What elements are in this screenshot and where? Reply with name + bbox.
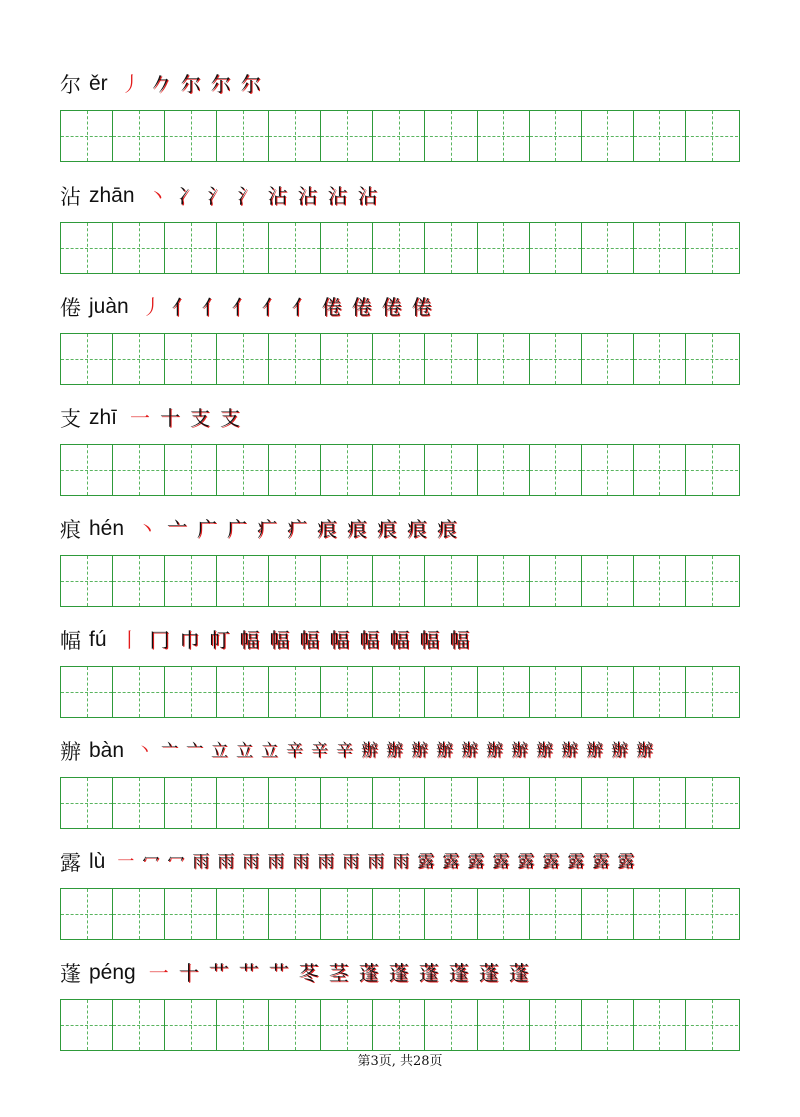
writing-cell[interactable] bbox=[321, 445, 373, 495]
writing-cell[interactable] bbox=[321, 1000, 373, 1050]
stroke-step: 痕 bbox=[407, 517, 428, 541]
target-character: 辦 bbox=[60, 740, 81, 764]
writing-grid bbox=[60, 555, 740, 607]
writing-cell[interactable] bbox=[269, 778, 321, 828]
writing-cell[interactable] bbox=[61, 667, 113, 717]
writing-cell[interactable] bbox=[321, 223, 373, 273]
row-heading bbox=[60, 731, 657, 771]
stroke-step: 倦 bbox=[351, 295, 372, 319]
writing-cell[interactable] bbox=[686, 223, 738, 273]
writing-cell[interactable] bbox=[113, 445, 165, 495]
stroke-step: 辛 bbox=[311, 740, 329, 761]
writing-cell[interactable] bbox=[321, 889, 373, 939]
writing-cell[interactable] bbox=[321, 667, 373, 717]
writing-cell[interactable] bbox=[582, 556, 634, 606]
stroke-step: 氵 bbox=[237, 184, 258, 208]
writing-cell[interactable] bbox=[61, 1000, 113, 1050]
row-heading bbox=[60, 64, 266, 104]
stroke-step: 痕 bbox=[317, 517, 338, 541]
target-character: 支 bbox=[60, 407, 81, 431]
target-character: 痕 bbox=[60, 518, 81, 542]
stroke-step: 丿 bbox=[141, 295, 162, 319]
writing-cell[interactable] bbox=[373, 556, 425, 606]
writing-cell[interactable] bbox=[269, 889, 321, 939]
writing-cell[interactable] bbox=[113, 1000, 165, 1050]
stroke-step: 辦 bbox=[361, 740, 379, 761]
stroke-step: 沾 bbox=[267, 184, 288, 208]
writing-cell[interactable] bbox=[530, 223, 582, 273]
writing-cell[interactable] bbox=[530, 667, 582, 717]
stroke-step: 辦 bbox=[486, 740, 504, 761]
stroke-step: 幅 bbox=[389, 628, 410, 652]
stroke-step: 蓬 bbox=[478, 961, 499, 985]
writing-cell[interactable] bbox=[321, 334, 373, 384]
writing-cell[interactable] bbox=[217, 556, 269, 606]
writing-cell[interactable] bbox=[113, 667, 165, 717]
stroke-step: 幅 bbox=[239, 628, 260, 652]
writing-cell[interactable] bbox=[686, 667, 738, 717]
stroke-step: 辦 bbox=[611, 740, 629, 761]
writing-cell[interactable] bbox=[321, 556, 373, 606]
writing-cell[interactable] bbox=[373, 667, 425, 717]
stroke-step: 亻 bbox=[291, 295, 312, 319]
row-heading bbox=[60, 176, 383, 216]
writing-cell[interactable] bbox=[582, 445, 634, 495]
stroke-step: 亠 bbox=[186, 740, 204, 761]
stroke-step: 亻 bbox=[171, 295, 192, 319]
stroke-step: 茎 bbox=[328, 961, 349, 985]
stroke-step: 广 bbox=[227, 517, 248, 541]
writing-cell[interactable] bbox=[269, 556, 321, 606]
stroke-step: 十 bbox=[160, 406, 181, 430]
writing-cell[interactable] bbox=[582, 111, 634, 161]
writing-cell[interactable] bbox=[634, 667, 686, 717]
row-heading bbox=[60, 287, 437, 327]
writing-cell[interactable] bbox=[530, 889, 582, 939]
writing-cell[interactable] bbox=[165, 667, 217, 717]
stroke-step: 露 bbox=[492, 851, 510, 872]
writing-grid bbox=[60, 222, 740, 274]
writing-cell[interactable] bbox=[530, 334, 582, 384]
stroke-step: 幅 bbox=[359, 628, 380, 652]
writing-cell[interactable] bbox=[113, 223, 165, 273]
stroke-step: 露 bbox=[542, 851, 560, 872]
stroke-step: 蓬 bbox=[388, 961, 409, 985]
writing-cell[interactable] bbox=[582, 889, 634, 939]
stroke-order-sequence bbox=[116, 74, 266, 94]
stroke-step: 十 bbox=[178, 961, 199, 985]
writing-grid bbox=[60, 333, 740, 385]
stroke-step: 尔 bbox=[180, 72, 201, 96]
writing-cell[interactable] bbox=[217, 1000, 269, 1050]
stroke-step: 露 bbox=[517, 851, 535, 872]
stroke-step: 丶 bbox=[147, 184, 168, 208]
writing-cell[interactable] bbox=[321, 111, 373, 161]
stroke-step: 露 bbox=[467, 851, 485, 872]
row-heading bbox=[60, 620, 475, 660]
stroke-step: 艹 bbox=[238, 961, 259, 985]
stroke-step: 蓬 bbox=[508, 961, 529, 985]
writing-cell[interactable] bbox=[634, 556, 686, 606]
stroke-step: 露 bbox=[567, 851, 585, 872]
pinyin-label: zhān bbox=[89, 184, 135, 207]
writing-cell[interactable] bbox=[478, 111, 530, 161]
writing-cell[interactable] bbox=[373, 445, 425, 495]
writing-cell[interactable] bbox=[686, 334, 738, 384]
target-character: 沾 bbox=[60, 185, 81, 209]
writing-cell[interactable] bbox=[269, 445, 321, 495]
target-character: 蓬 bbox=[60, 962, 81, 986]
writing-cell[interactable] bbox=[113, 889, 165, 939]
target-character: 露 bbox=[60, 851, 81, 875]
stroke-step: 𠂊 bbox=[150, 72, 171, 96]
stroke-step: 立 bbox=[261, 740, 279, 761]
stroke-step: 辦 bbox=[511, 740, 529, 761]
stroke-step: 丶 bbox=[137, 517, 158, 541]
writing-cell[interactable] bbox=[582, 223, 634, 273]
pinyin-label: juàn bbox=[89, 295, 129, 318]
stroke-step: 倦 bbox=[381, 295, 402, 319]
writing-cell[interactable] bbox=[165, 556, 217, 606]
writing-cell[interactable] bbox=[217, 223, 269, 273]
row-heading bbox=[60, 509, 462, 549]
writing-cell[interactable] bbox=[373, 1000, 425, 1050]
stroke-step: 立 bbox=[236, 740, 254, 761]
stroke-step: 辦 bbox=[386, 740, 404, 761]
stroke-step: 支 bbox=[190, 406, 211, 430]
stroke-step: 辦 bbox=[411, 740, 429, 761]
stroke-step: 巾 bbox=[179, 628, 200, 652]
writing-cell[interactable] bbox=[269, 223, 321, 273]
writing-cell[interactable] bbox=[425, 889, 477, 939]
stroke-step: 辦 bbox=[436, 740, 454, 761]
writing-cell[interactable] bbox=[686, 445, 738, 495]
writing-cell[interactable] bbox=[425, 223, 477, 273]
stroke-step: 露 bbox=[417, 851, 435, 872]
writing-cell[interactable] bbox=[634, 778, 686, 828]
writing-cell[interactable] bbox=[425, 445, 477, 495]
writing-cell[interactable] bbox=[530, 1000, 582, 1050]
row-heading bbox=[60, 398, 245, 438]
pinyin-label: fú bbox=[89, 628, 107, 651]
stroke-step: 丶 bbox=[136, 740, 154, 761]
stroke-step: 尔 bbox=[210, 72, 231, 96]
stroke-step: 辦 bbox=[636, 740, 654, 761]
stroke-step: 冂 bbox=[149, 628, 170, 652]
stroke-order-sequence bbox=[137, 297, 437, 317]
pinyin-label: péng bbox=[89, 961, 136, 984]
stroke-step: 幅 bbox=[329, 628, 350, 652]
stroke-step: 一 bbox=[148, 961, 169, 985]
stroke-order-sequence bbox=[132, 740, 657, 761]
writing-cell[interactable] bbox=[373, 223, 425, 273]
writing-cell[interactable] bbox=[425, 667, 477, 717]
stroke-step: 支 bbox=[220, 406, 241, 430]
stroke-step: 疒 bbox=[287, 517, 308, 541]
stroke-step: 艹 bbox=[208, 961, 229, 985]
stroke-step: 幅 bbox=[449, 628, 470, 652]
stroke-step: 尔 bbox=[240, 72, 261, 96]
pinyin-label: lù bbox=[89, 850, 106, 873]
stroke-order-sequence bbox=[115, 630, 475, 650]
writing-cell[interactable] bbox=[61, 334, 113, 384]
stroke-step: 沾 bbox=[297, 184, 318, 208]
writing-cell[interactable] bbox=[478, 778, 530, 828]
stroke-step: 露 bbox=[592, 851, 610, 872]
target-character: 尔 bbox=[60, 73, 81, 97]
writing-cell[interactable] bbox=[478, 334, 530, 384]
stroke-order-sequence bbox=[144, 963, 534, 983]
writing-cell[interactable] bbox=[373, 778, 425, 828]
writing-cell[interactable] bbox=[582, 1000, 634, 1050]
stroke-step: 苳 bbox=[298, 961, 319, 985]
writing-cell[interactable] bbox=[269, 1000, 321, 1050]
writing-cell[interactable] bbox=[425, 334, 477, 384]
writing-cell[interactable] bbox=[425, 778, 477, 828]
writing-cell[interactable] bbox=[530, 778, 582, 828]
writing-cell[interactable] bbox=[686, 889, 738, 939]
writing-cell[interactable] bbox=[373, 111, 425, 161]
stroke-step: 雨 bbox=[192, 851, 210, 872]
stroke-step: 亠 bbox=[161, 740, 179, 761]
writing-cell[interactable] bbox=[61, 445, 113, 495]
stroke-step: 一 bbox=[130, 406, 151, 430]
stroke-step: 痕 bbox=[377, 517, 398, 541]
stroke-step: 雨 bbox=[267, 851, 285, 872]
stroke-step: 立 bbox=[211, 740, 229, 761]
writing-cell[interactable] bbox=[217, 334, 269, 384]
writing-grid bbox=[60, 999, 740, 1051]
page-number: 第3页, 共28页 bbox=[357, 1054, 443, 1069]
stroke-step: 辛 bbox=[286, 740, 304, 761]
writing-cell[interactable] bbox=[113, 778, 165, 828]
writing-cell[interactable] bbox=[269, 334, 321, 384]
writing-cell[interactable] bbox=[478, 223, 530, 273]
writing-cell[interactable] bbox=[425, 111, 477, 161]
stroke-step: 疒 bbox=[257, 517, 278, 541]
stroke-step: 露 bbox=[617, 851, 635, 872]
stroke-order-sequence bbox=[143, 186, 383, 206]
stroke-step: 痕 bbox=[437, 517, 458, 541]
stroke-step: 丨 bbox=[119, 628, 140, 652]
stroke-step: 雨 bbox=[217, 851, 235, 872]
writing-cell[interactable] bbox=[165, 889, 217, 939]
target-character: 倦 bbox=[60, 296, 81, 320]
writing-cell[interactable] bbox=[269, 667, 321, 717]
writing-cell[interactable] bbox=[165, 334, 217, 384]
writing-cell[interactable] bbox=[478, 889, 530, 939]
writing-cell[interactable] bbox=[582, 334, 634, 384]
stroke-step: 蓬 bbox=[418, 961, 439, 985]
writing-cell[interactable] bbox=[478, 556, 530, 606]
stroke-step: 沾 bbox=[357, 184, 378, 208]
writing-cell[interactable] bbox=[165, 111, 217, 161]
stroke-step: 冖 bbox=[167, 851, 185, 872]
writing-cell[interactable] bbox=[61, 111, 113, 161]
stroke-step: 辛 bbox=[336, 740, 354, 761]
stroke-step: 幅 bbox=[299, 628, 320, 652]
writing-cell[interactable] bbox=[634, 1000, 686, 1050]
stroke-step: 一 bbox=[117, 851, 135, 872]
stroke-step: 痕 bbox=[347, 517, 368, 541]
writing-cell[interactable] bbox=[686, 556, 738, 606]
writing-grid bbox=[60, 110, 740, 162]
stroke-step: 亠 bbox=[167, 517, 188, 541]
writing-cell[interactable] bbox=[113, 111, 165, 161]
stroke-step: 幅 bbox=[269, 628, 290, 652]
writing-grid bbox=[60, 777, 740, 829]
stroke-order-sequence bbox=[132, 519, 462, 539]
writing-grid bbox=[60, 888, 740, 940]
writing-cell[interactable] bbox=[634, 223, 686, 273]
writing-cell[interactable] bbox=[269, 111, 321, 161]
writing-cell[interactable] bbox=[582, 778, 634, 828]
writing-cell[interactable] bbox=[530, 111, 582, 161]
stroke-step: 雨 bbox=[392, 851, 410, 872]
writing-cell[interactable] bbox=[165, 1000, 217, 1050]
stroke-step: 倦 bbox=[411, 295, 432, 319]
writing-cell[interactable] bbox=[321, 778, 373, 828]
stroke-step: 亻 bbox=[201, 295, 222, 319]
row-heading bbox=[60, 953, 534, 993]
stroke-step: 蓬 bbox=[358, 961, 379, 985]
stroke-step: 雨 bbox=[317, 851, 335, 872]
stroke-step: 广 bbox=[197, 517, 218, 541]
stroke-step: 亻 bbox=[231, 295, 252, 319]
writing-cell[interactable] bbox=[634, 445, 686, 495]
writing-cell[interactable] bbox=[373, 889, 425, 939]
writing-cell[interactable] bbox=[530, 556, 582, 606]
stroke-step: 辦 bbox=[561, 740, 579, 761]
stroke-step: 氵 bbox=[207, 184, 228, 208]
writing-cell[interactable] bbox=[634, 889, 686, 939]
writing-cell[interactable] bbox=[165, 778, 217, 828]
writing-cell[interactable] bbox=[686, 1000, 738, 1050]
writing-cell[interactable] bbox=[61, 556, 113, 606]
stroke-step: 艹 bbox=[268, 961, 289, 985]
writing-cell[interactable] bbox=[217, 778, 269, 828]
writing-cell[interactable] bbox=[217, 889, 269, 939]
stroke-step: 丿 bbox=[120, 72, 141, 96]
writing-cell[interactable] bbox=[634, 334, 686, 384]
stroke-step: 雨 bbox=[367, 851, 385, 872]
writing-cell[interactable] bbox=[478, 1000, 530, 1050]
writing-cell[interactable] bbox=[61, 889, 113, 939]
pinyin-label: zhī bbox=[89, 406, 118, 429]
stroke-order-sequence bbox=[113, 851, 638, 872]
writing-cell[interactable] bbox=[686, 111, 738, 161]
writing-cell[interactable] bbox=[478, 445, 530, 495]
stroke-step: 辦 bbox=[461, 740, 479, 761]
writing-cell[interactable] bbox=[113, 334, 165, 384]
pinyin-label: hén bbox=[89, 517, 125, 540]
pinyin-label: ěr bbox=[89, 72, 108, 95]
writing-cell[interactable] bbox=[217, 111, 269, 161]
writing-cell[interactable] bbox=[478, 667, 530, 717]
stroke-step: 沾 bbox=[327, 184, 348, 208]
stroke-step: 蓬 bbox=[448, 961, 469, 985]
stroke-step: 冫 bbox=[177, 184, 198, 208]
writing-cell[interactable] bbox=[113, 556, 165, 606]
writing-cell[interactable] bbox=[165, 223, 217, 273]
writing-cell[interactable] bbox=[373, 334, 425, 384]
writing-cell[interactable] bbox=[165, 445, 217, 495]
writing-cell[interactable] bbox=[217, 445, 269, 495]
row-heading bbox=[60, 842, 638, 882]
writing-cell[interactable] bbox=[582, 667, 634, 717]
writing-cell[interactable] bbox=[425, 1000, 477, 1050]
writing-cell[interactable] bbox=[634, 111, 686, 161]
writing-grid bbox=[60, 444, 740, 496]
stroke-order-sequence bbox=[125, 408, 245, 428]
writing-cell[interactable] bbox=[217, 667, 269, 717]
writing-cell[interactable] bbox=[530, 445, 582, 495]
stroke-step: 辦 bbox=[536, 740, 554, 761]
stroke-step: 露 bbox=[442, 851, 460, 872]
stroke-step: 雨 bbox=[292, 851, 310, 872]
writing-cell[interactable] bbox=[425, 556, 477, 606]
writing-cell[interactable] bbox=[61, 778, 113, 828]
pinyin-label: bàn bbox=[89, 739, 125, 762]
stroke-step: 幅 bbox=[419, 628, 440, 652]
stroke-step: 雨 bbox=[342, 851, 360, 872]
stroke-step: 雨 bbox=[242, 851, 260, 872]
writing-grid bbox=[60, 666, 740, 718]
stroke-step: 辦 bbox=[586, 740, 604, 761]
stroke-step: 倦 bbox=[321, 295, 342, 319]
stroke-step: 帄 bbox=[209, 628, 230, 652]
writing-cell[interactable] bbox=[686, 778, 738, 828]
writing-cell[interactable] bbox=[61, 223, 113, 273]
stroke-step: 冖 bbox=[142, 851, 160, 872]
target-character: 幅 bbox=[60, 629, 81, 653]
stroke-step: 亻 bbox=[261, 295, 282, 319]
